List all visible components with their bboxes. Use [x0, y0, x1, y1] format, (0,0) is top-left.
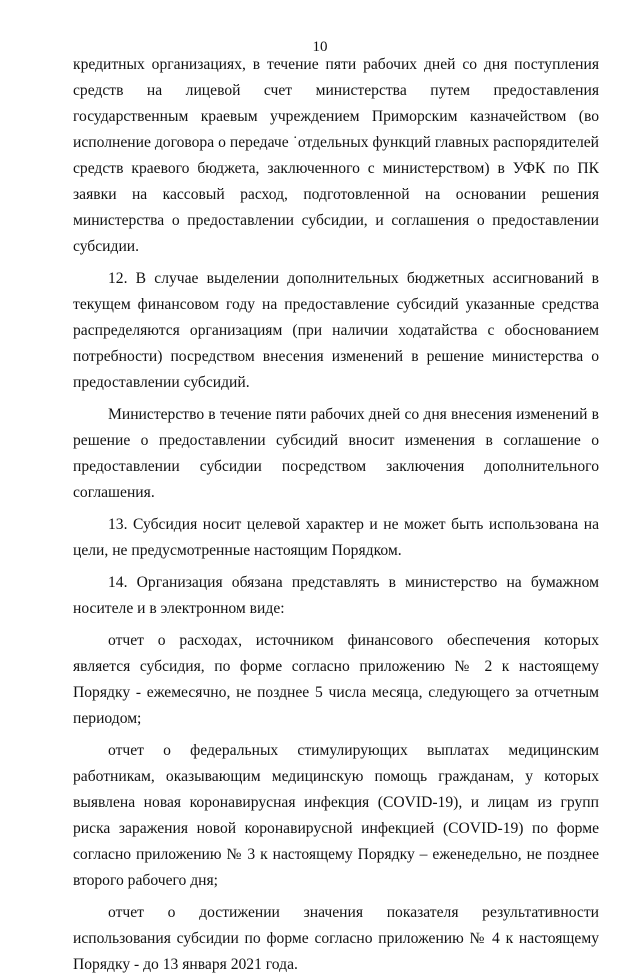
document-body	[73, 52, 599, 978]
paragraph-federal-payments-report: отчет о федеральных стимулирующих выплатах медицинским работникам, оказывающим медицинскую помощь гражданам, у которых выявлена новая коронавирусная инфекция (COVID-19), и лицам из групп риска заражения новой коронавирусной инфекцией (COVID-19) по форме согласно приложению № 3 к настоящему Порядку – еженедельно, не позднее второго рабочего дня;	[73, 742, 599, 889]
paragraph-ministry-changes: Министерство в течение пяти рабочих дней со дня внесения изменений в решение о предоставлении субсидий вносит изменения в соглашение о предоставлении субсидии посредством заключения дополнительного соглашения.	[73, 406, 599, 501]
paragraph-continuation: кредитных организациях, в течение пяти рабочих дней со дня поступления средств на лицевой счет министерства путем предоставления государственным краевым учреждением Приморским казначейством (во исполнение договора о передаче ˙отдельных функций главных распорядителей средств краевого бюджета, заключенного с министерством) в УФК по ПК заявки на кассовый расход, подготовленной на основании решения министерства о предоставлении субсидии, и соглашения о предоставлении субсидии.	[73, 56, 599, 255]
paragraph-expense-report: отчет о расходах, источником финансового обеспечения которых является субсидия, по форме согласно приложению № 2 к настоящему Порядку - ежемесячно, не позднее 5 числа месяца, следующего за отчетным периодом;	[73, 632, 599, 727]
paragraph-clause-13: 13. Субсидия носит целевой характер и не может быть использована на цели, не предусмотренные настоящим Порядком.	[73, 516, 599, 559]
paragraph-performance-report: отчет о достижении значения показателя результативности использования субсидии по форме согласно приложению № 4 к настоящему Порядку - до 13 января 2021 года.	[73, 904, 599, 973]
page-number: 10	[312, 39, 328, 55]
paragraph-clause-12: 12. В случае выделении дополнительных бюджетных ассигнований в текущем финансовом году на предоставление субсидий указанные средства распределяются организациям (при наличии ходатайства с обоснованием потребности) посредством внесения изменений в решение министерства о предоставлении субсидий.	[73, 270, 599, 391]
paragraph-clause-14: 14. Организация обязана представлять в министерство на бумажном носителе и в электронном виде:	[73, 574, 599, 617]
